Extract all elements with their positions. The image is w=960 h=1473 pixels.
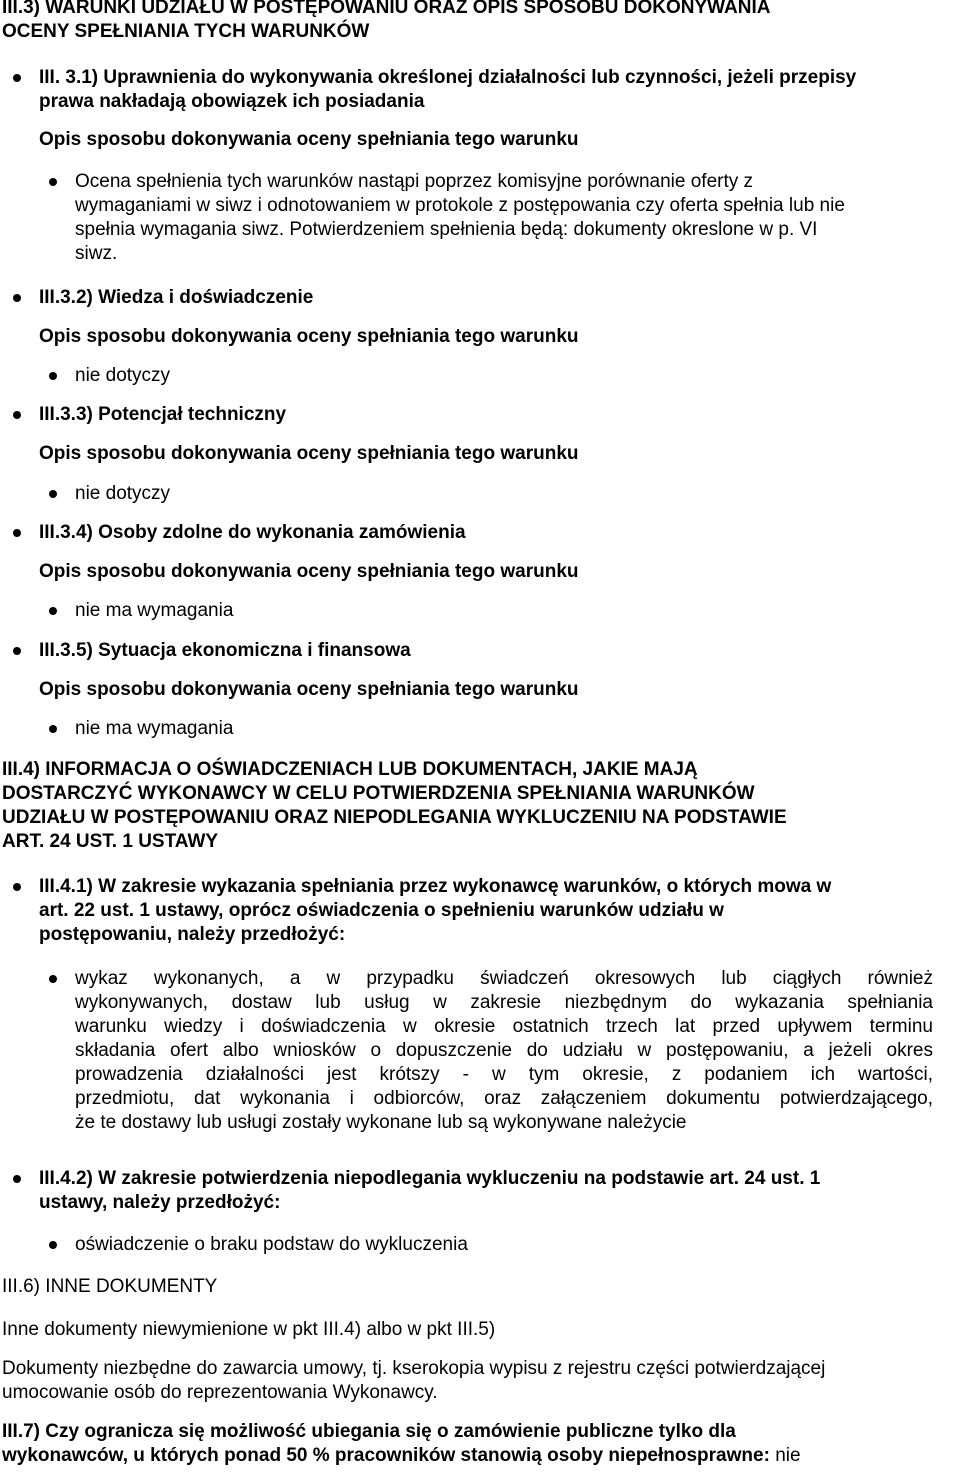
item-text: warunku wiedzy i doświadczenia w okresie ostatnich trzech lat przed upływem terminu (75, 1016, 933, 1037)
paragraph-line: umocowanie osób do reprezentowania Wykonawcy. (2, 1382, 438, 1403)
item-text: nie ma wymagania (75, 718, 234, 739)
opis-label: Opis sposobu dokonywania oceny spełniania tego warunku (39, 129, 579, 150)
opis-label: Opis sposobu dokonywania oceny spełniania tego warunku (39, 443, 579, 464)
item-heading: prawa nakładają obowiązek ich posiadania (39, 91, 425, 112)
item-text: nie ma wymagania (75, 600, 234, 621)
item-text: prowadzenia działalności jest krótszy - w tym okresie, z podaniem ich wartości, (75, 1064, 933, 1085)
item-text: wykonywanych, dostaw lub usług w zakresie niezbędnym do wykazania spełniania (75, 992, 933, 1013)
item-text: wymaganiami w siwz i odnotowaniem w protokole z postępowania czy oferta spełnia lub nie (75, 195, 845, 216)
opis-label: Opis sposobu dokonywania oceny spełniania tego warunku (39, 679, 579, 700)
paragraph-line: Inne dokumenty niewymienione w pkt III.4) albo w pkt III.5) (2, 1319, 496, 1340)
paragraph-line: Dokumenty niezbędne do zawarcia umowy, tj. kserokopia wypisu z rejestru części potwierdzającej (2, 1358, 826, 1379)
bullet-icon (13, 647, 21, 655)
item-heading: ustawy, należy przedłożyć: (39, 1192, 281, 1213)
item-heading: III.3.4) Osoby zdolne do wykonania zamówienia (39, 522, 466, 543)
item-text: spełnia wymagania siwz. Potwierdzeniem spełnienia będą: dokumenty okreslone w p. VI (75, 219, 818, 240)
item-heading: III.4.1) W zakresie wykazania spełniania przez wykonawcę warunków, o których mowa w (39, 876, 832, 897)
item-text: nie dotyczy (75, 483, 171, 504)
item-heading: III.4.2) W zakresie potwierdzenia niepodlegania wykluczeniu na podstawie art. 24 ust. 1 (39, 1168, 821, 1189)
item-heading: III.3.5) Sytuacja ekonomiczna i finansowa (39, 640, 411, 661)
bullet-icon (49, 607, 57, 615)
section-title-line: OCENY SPEŁNIANIA TYCH WARUNKÓW (2, 21, 370, 42)
bullet-icon (49, 725, 57, 733)
item-text: oświadczenie o braku podstaw do wykluczenia (75, 1234, 468, 1255)
bullet-icon (49, 490, 57, 498)
bullet-icon (13, 883, 21, 891)
item-heading: art. 22 ust. 1 ustawy, oprócz oświadczenia o spełnieniu warunków udziału w (39, 900, 724, 921)
section-title-line: III.4) INFORMACJA O OŚWIADCZENIACH LUB DOKUMENTACH, JAKIE MAJĄ (2, 759, 698, 780)
section-title-line: UDZIAŁU W POSTĘPOWANIU ORAZ NIEPODLEGANIA WYKLUCZENIU NA PODSTAWIE (2, 807, 787, 828)
question-text: wykonawców, u których ponad 50 % pracowników stanowią osoby niepełnosprawne: (2, 1445, 770, 1466)
question-line (2, 1444, 801, 1468)
bullet-icon (13, 529, 21, 537)
item-text: składania ofert albo wniosków o dopuszczenie do udziału w postępowaniu, a jeżeli okres (75, 1040, 933, 1061)
bullet-icon (49, 975, 57, 983)
item-text: przedmiotu, dat wykonania i odbiorców, oraz załączeniem dokumentu potwierdzającego, (75, 1088, 933, 1109)
section-title: III.6) INNE DOKUMENTY (2, 1276, 218, 1297)
opis-label: Opis sposobu dokonywania oceny spełniania tego warunku (39, 561, 579, 582)
section-title-line: III.3) WARUNKI UDZIAŁU W POSTĘPOWANIU ORAZ OPIS SPOSOBU DOKONYWANIA (2, 0, 771, 18)
bullet-icon (13, 294, 21, 302)
item-text: wykaz wykonanych, a w przypadku świadczeń okresowych lub ciągłych również (75, 968, 933, 989)
bullet-icon (49, 372, 57, 380)
item-heading: III.3.3) Potencjał techniczny (39, 404, 287, 425)
opis-label: Opis sposobu dokonywania oceny spełniania tego warunku (39, 326, 579, 347)
item-text: siwz. (75, 243, 118, 264)
item-heading: III.3.2) Wiedza i doświadczenie (39, 287, 314, 308)
item-heading: III. 3.1) Uprawnienia do wykonywania określonej działalności lub czynności, jeżeli przepisy (39, 67, 857, 88)
question-answer: nie (775, 1445, 801, 1466)
bullet-icon (13, 1175, 21, 1183)
bullet-icon (13, 74, 21, 82)
section-title-line: ART. 24 UST. 1 USTAWY (2, 831, 219, 852)
bullet-icon (13, 411, 21, 419)
section-title-line: DOSTARCZYĆ WYKONAWCY W CELU POTWIERDZENIA SPEŁNIANIA WARUNKÓW (2, 783, 755, 804)
item-heading: postępowaniu, należy przedłożyć: (39, 924, 346, 945)
item-text: że te dostawy lub usługi zostały wykonane lub są wykonywane należycie (75, 1112, 687, 1133)
bullet-icon (49, 178, 57, 186)
item-text: nie dotyczy (75, 365, 171, 386)
bullet-icon (49, 1241, 57, 1249)
item-text: Ocena spełnienia tych warunków nastąpi poprzez komisyjne porównanie oferty z (75, 171, 754, 192)
question-line: III.7) Czy ogranicza się możliwość ubiegania się o zamówienie publiczne tylko dla (2, 1421, 736, 1442)
